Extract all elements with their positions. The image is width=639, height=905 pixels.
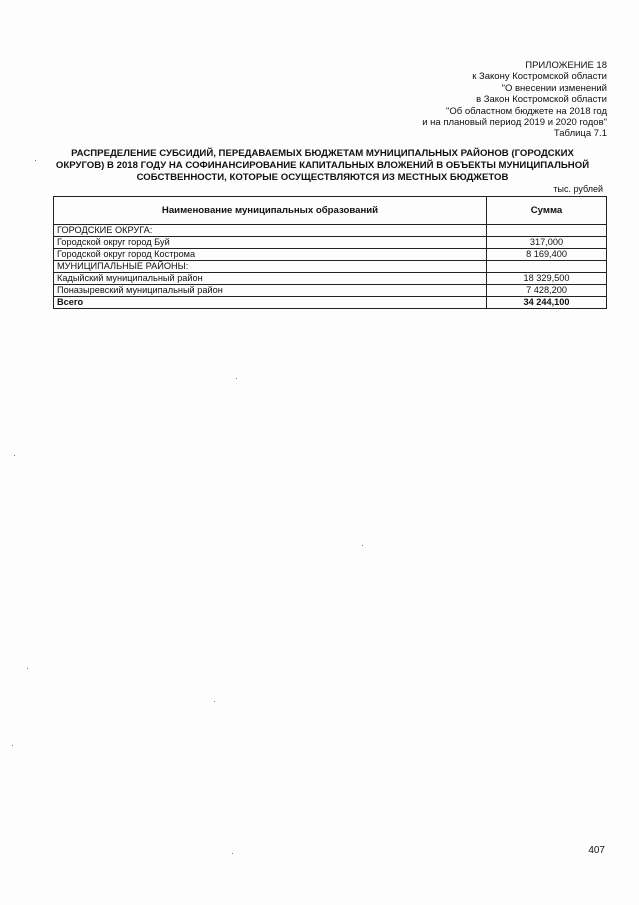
row-sum: 8 169,400 [487,249,607,261]
scan-speck [12,745,13,746]
row-name: Поназыревский муниципальный район [54,285,487,297]
scan-speck [27,668,28,669]
table-row [54,225,607,237]
table-row [54,261,607,273]
units-label: тыс. рублей [553,184,603,194]
row-sum [487,261,607,273]
row-sum [487,225,607,237]
total-sum: 34 244,100 [487,297,607,309]
title-line: РАСПРЕДЕЛЕНИЕ СУБСИДИЙ, ПЕРЕДАВАЕМЫХ БЮДЖЕТАМ МУНИЦИПАЛЬНЫХ РАЙОНОВ (ГОРОДСКИХ [71,148,574,159]
row-name: ГОРОДСКИЕ ОКРУГА: [54,225,487,237]
header-line: в Закон Костромской области [476,94,607,106]
row-sum: 317,000 [487,237,607,249]
title-line: СОБСТВЕННОСТИ, КОТОРЫЕ ОСУЩЕСТВЛЯЮТСЯ ИЗ МЕСТНЫХ БЮДЖЕТОВ [136,171,509,183]
table-row [54,273,607,285]
scan-speck [35,160,36,161]
table-row [54,249,607,261]
scan-speck [14,455,15,456]
row-name: МУНИЦИПАЛЬНЫЕ РАЙОНЫ: [54,261,487,273]
column-header-sum: Сумма [487,197,607,225]
header-line: "Об областном бюджете на 2018 год [446,105,607,117]
appendix-header [422,60,607,140]
header-line: "О внесении изменений [501,82,607,94]
table-row [54,237,607,249]
row-sum: 7 428,200 [487,285,607,297]
scan-speck [362,545,363,546]
header-line: к Закону Костромской области [472,71,607,83]
table-header-row [54,197,607,225]
total-label: Всего [54,297,487,309]
title-line: ОКРУГОВ) В 2018 ГОДУ НА СОФИНАНСИРОВАНИЕ КАПИТАЛЬНЫХ ВЛОЖЕНИЙ В ОБЪЕКТЫ МУНИЦИПАЛЬНОЙ [55,159,590,171]
row-name: Кадыйский муниципальный район [54,273,487,285]
row-name: Городской округ город Буй [54,237,487,249]
table-row [54,285,607,297]
column-header-name: Наименование муниципальных образований [54,197,487,225]
document-title [40,148,605,183]
table-number: Таблица 7.1 [553,128,607,140]
row-name: Городской округ город Кострома [54,249,487,261]
header-line: и на плановый период 2019 и 2020 годов" [422,117,607,129]
row-sum: 18 329,500 [487,273,607,285]
total-row [54,297,607,309]
page-number: 407 [588,845,605,856]
scan-speck [232,853,233,854]
header-line: ПРИЛОЖЕНИЕ 18 [525,60,607,71]
scan-speck [236,378,237,379]
scan-speck [214,701,215,702]
subsidy-table [53,196,607,309]
